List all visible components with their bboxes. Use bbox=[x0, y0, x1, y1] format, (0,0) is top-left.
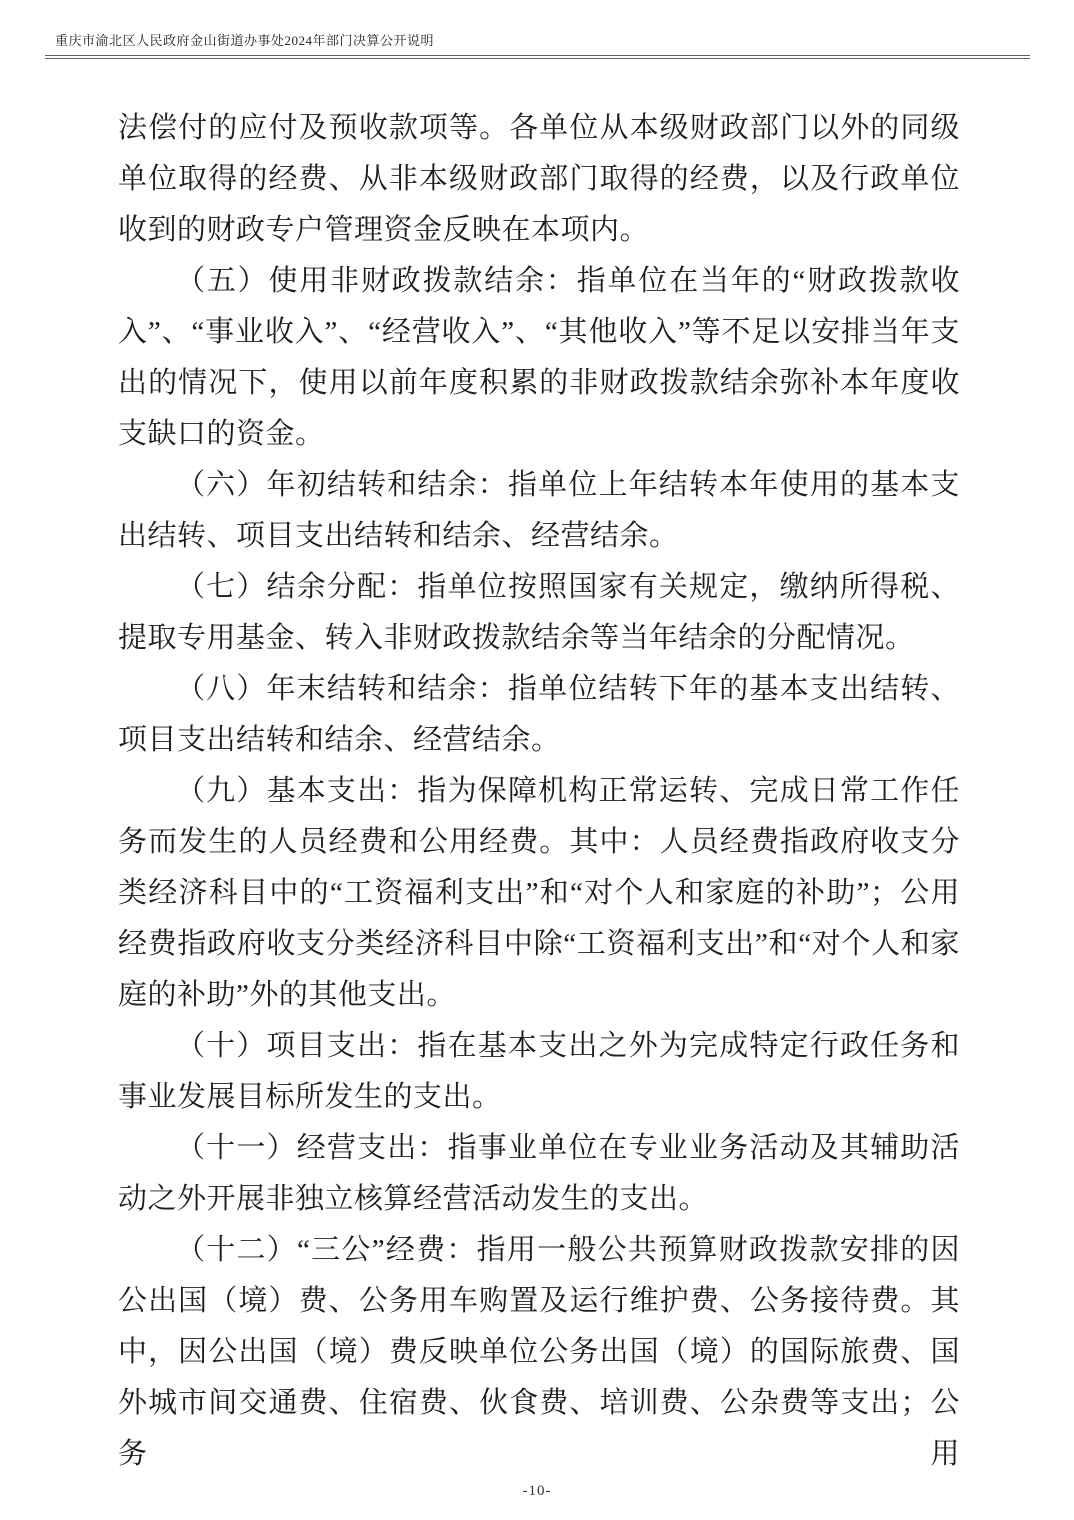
paragraph-item-6: （六）年初结转和结余：指单位上年结转本年使用的基本支出结转、项目支出结转和结余、经营结余。 bbox=[118, 469, 960, 552]
header-title: 重庆市渝北区人民政府金山街道办事处2024年部门决算公开说明 bbox=[55, 33, 435, 48]
page-footer bbox=[0, 1483, 1074, 1500]
paragraph-continuation: 法偿付的应付及预收款项等。各单位从本级财政部门以外的同级单位取得的经费、从非本级财政部门取得的经费，以及行政单位收到的财政专户管理资金反映在本项内。 bbox=[118, 112, 960, 246]
document-header bbox=[45, 30, 1030, 59]
paragraph-item-9: （九）基本支出：指为保障机构正常运转、完成日常工作任务而发生的人员经费和公用经费。其中：人员经费指政府收支分类经济科目中的“工资福利支出”和“对个人和家庭的补助”；公用经费指政府收支分类经济科目中除“工资福利支出”和“对个人和家庭的补助”外的其他支出。 bbox=[118, 775, 960, 1011]
paragraph-item-7: （七）结余分配：指单位按照国家有关规定，缴纳所得税、提取专用基金、转入非财政拨款结余等当年结余的分配情况。 bbox=[118, 571, 960, 654]
paragraph-item-5: （五）使用非财政拨款结余：指单位在当年的“财政拨款收入”、“事业收入”、“经营收入”、“其他收入”等不足以安排当年支出的情况下，使用以前年度积累的非财政拨款结余弥补本年度收支缺口的资金。 bbox=[118, 265, 960, 450]
paragraph-item-11: （十一）经营支出：指事业单位在专业业务活动及其辅助活动之外开展非独立核算经营活动发生的支出。 bbox=[118, 1132, 960, 1215]
document-body bbox=[118, 103, 960, 1480]
paragraph-item-8: （八）年末结转和结余：指单位结转下年的基本支出结转、项目支出结转和结余、经营结余。 bbox=[118, 673, 960, 756]
page-number: -10- bbox=[522, 1483, 552, 1499]
paragraph-item-12: （十二）“三公”经费：指用一般公共预算财政拨款安排的因公出国（境）费、公务用车购置及运行维护费、公务接待费。其中，因公出国（境）费反映单位公务出国（境）的国际旅费、国外城市间交通费、住宿费、伙食费、培训费、公杂费等支出；公务用 bbox=[118, 1234, 960, 1470]
header-rule bbox=[45, 55, 1030, 59]
paragraph-item-10: （十）项目支出：指在基本支出之外为完成特定行政任务和事业发展目标所发生的支出。 bbox=[118, 1030, 960, 1113]
